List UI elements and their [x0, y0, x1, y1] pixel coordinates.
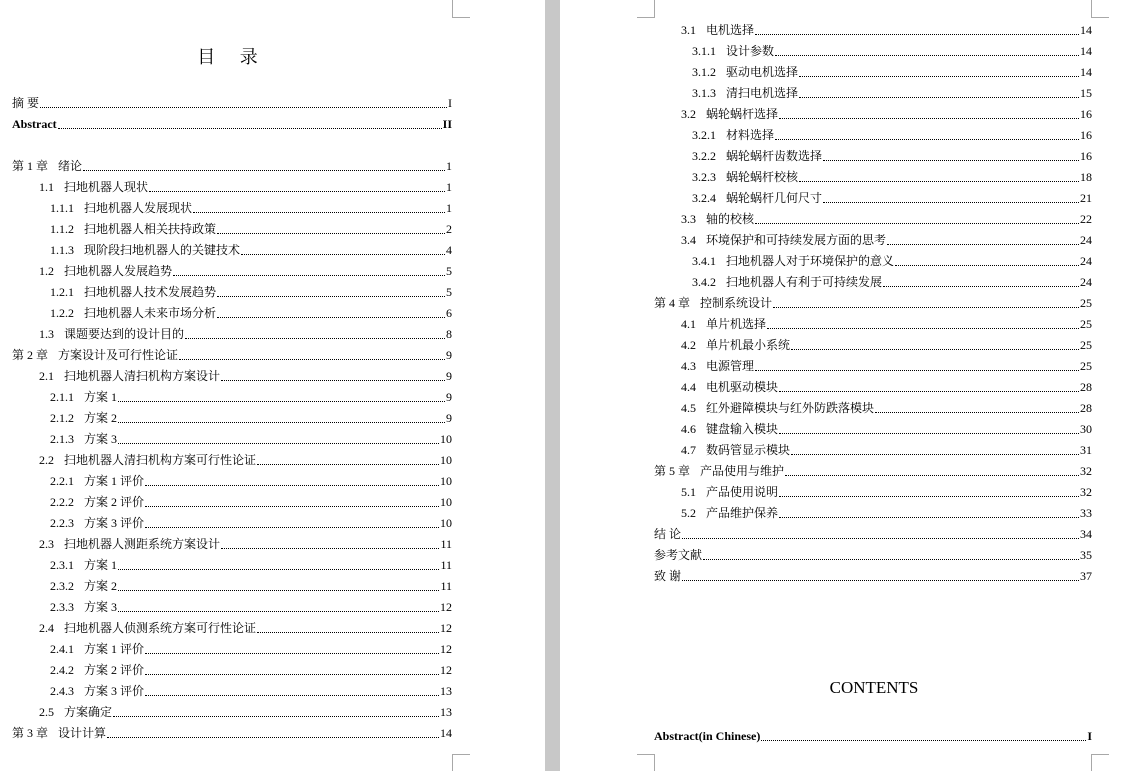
toc-entry-number: 3.4 [681, 233, 696, 247]
dot-leader [761, 740, 1086, 741]
toc-entry-number: 4.1 [681, 317, 696, 331]
toc-entry-page: 9 [446, 369, 452, 383]
toc-entry-label: 蜗轮蜗杆齿数选择 [726, 149, 823, 163]
toc-entry[interactable] [692, 189, 1092, 207]
toc-entry-number: 1.2.1 [50, 285, 74, 299]
toc-entry-number: 1.1.1 [50, 201, 74, 215]
toc-entry-number: 第 1 章 [12, 159, 49, 173]
toc-entry-page: 18 [1080, 170, 1092, 184]
toc-entry-label: 方案 2 [84, 411, 118, 425]
toc-entry-number: 3.1 [681, 23, 696, 37]
toc-entry[interactable] [654, 567, 1092, 585]
toc-entry-page: 11 [440, 579, 452, 593]
toc-entry-page: 12 [440, 621, 452, 635]
toc-entry-page: 11 [440, 558, 452, 572]
toc-entry-page: 30 [1080, 422, 1092, 436]
toc-entry-number: 3.2.2 [692, 149, 716, 163]
toc-entry-label: 方案 1 评价 [84, 642, 145, 656]
toc-entry-number: 2.1.2 [50, 411, 74, 425]
toc-entry-label: 方案 2 [84, 579, 118, 593]
dot-leader [823, 202, 1079, 203]
toc-entry-number: 2.4.2 [50, 663, 74, 677]
toc-entry-number: 3.2.1 [692, 128, 716, 142]
toc-entry-label: 红外避障模块与红外防跌落模块 [706, 401, 875, 415]
toc-entry-number: 1.2.2 [50, 306, 74, 320]
toc-entry-page: 6 [446, 306, 452, 320]
toc-entry[interactable] [50, 199, 452, 217]
toc-entry[interactable] [50, 283, 452, 301]
toc-entry-page: 31 [1080, 443, 1092, 457]
toc-entry[interactable] [692, 147, 1092, 165]
toc-entry-page: 24 [1080, 233, 1092, 247]
toc-entry-label: 环境保护和可持续发展方面的思考 [706, 233, 887, 247]
toc-entry-page: 22 [1080, 212, 1092, 226]
toc-entry[interactable] [50, 661, 452, 679]
dot-leader [221, 548, 439, 549]
toc-entry-label: 方案 3 评价 [84, 516, 145, 530]
dot-leader [221, 380, 445, 381]
toc-entry[interactable] [692, 273, 1092, 291]
dot-leader [40, 107, 447, 108]
dot-leader [173, 275, 445, 276]
toc-entry-number: 2.4.3 [50, 684, 74, 698]
toc-entry-label: 蜗轮蜗杆几何尺寸 [726, 191, 823, 205]
dot-leader [791, 349, 1079, 350]
toc-entry-label: 电源管理 [706, 359, 755, 373]
toc-entry-number: 2.4 [39, 621, 54, 635]
toc-entry-number: 2.1.1 [50, 390, 74, 404]
dot-leader [83, 170, 445, 171]
dot-leader [775, 55, 1079, 56]
dot-leader [118, 422, 445, 423]
dot-leader [785, 475, 1079, 476]
dot-leader [791, 454, 1079, 455]
toc-entry[interactable] [681, 483, 1092, 501]
dot-leader [767, 328, 1079, 329]
toc-entry-label: 产品维护保养 [706, 506, 779, 520]
toc-entry-label: 方案 1 评价 [84, 474, 145, 488]
toc-entry[interactable] [681, 420, 1092, 438]
toc-entry-page: 1 [446, 159, 452, 173]
toc-entry-label: 方案 1 [84, 558, 118, 572]
toc-entry-label: 驱动电机选择 [726, 65, 799, 79]
toc-entry-page: 10 [440, 432, 452, 446]
dot-leader [895, 265, 1079, 266]
toc-entry[interactable] [692, 126, 1092, 144]
toc-entry-number: 4.4 [681, 380, 696, 394]
toc-entry-number: 3.3 [681, 212, 696, 226]
toc-entry[interactable] [681, 210, 1092, 228]
toc-entry[interactable] [39, 178, 452, 196]
dot-leader [118, 401, 445, 402]
toc-entry-label: 参考文献 [654, 548, 703, 562]
toc-entry-number: 2.3.1 [50, 558, 74, 572]
toc-entry-label: 蜗轮蜗杆选择 [706, 107, 779, 121]
crop-mark-top-left [637, 0, 655, 18]
toc-entry-page: 10 [440, 474, 452, 488]
toc-entry-page: 5 [446, 285, 452, 299]
toc-entry[interactable] [692, 42, 1092, 60]
toc-entry[interactable] [681, 231, 1092, 249]
toc-entry-page: 28 [1080, 380, 1092, 394]
toc-entry-label: 扫地机器人现状 [64, 180, 149, 194]
toc-entry[interactable] [12, 724, 452, 742]
toc-entry-number: 1.2 [39, 264, 54, 278]
dot-leader [107, 737, 439, 738]
toc-entry-page: 25 [1080, 296, 1092, 310]
toc-entry-label: 方案 3 [84, 600, 118, 614]
toc-entry[interactable] [681, 378, 1092, 396]
dot-leader [682, 538, 1079, 539]
toc-entry-page: 8 [446, 327, 452, 341]
toc-entry-label: 扫地机器人清扫机构方案可行性论证 [64, 453, 257, 467]
crop-mark-bottom-right [452, 754, 470, 771]
dot-leader [887, 244, 1079, 245]
toc-entry-number: 3.1.1 [692, 44, 716, 58]
toc-entry-number: 4.6 [681, 422, 696, 436]
toc-entry[interactable] [50, 514, 452, 532]
toc-entry-page: 15 [1080, 86, 1092, 100]
toc-entry-label: 方案确定 [64, 705, 113, 719]
toc-entry-page: 4 [446, 243, 452, 257]
toc-entry-label: 方案 2 评价 [84, 663, 145, 677]
toc-entry-label: 键盘输入模块 [706, 422, 779, 436]
toc-entry[interactable] [50, 598, 452, 616]
toc-entry-number: 3.2.3 [692, 170, 716, 184]
toc-entry-label: 控制系统设计 [700, 296, 773, 310]
toc-entry-number: 1.3 [39, 327, 54, 341]
dot-leader [217, 317, 445, 318]
toc-entry-page: 35 [1080, 548, 1092, 562]
toc-entry-page: I [448, 96, 452, 110]
toc-entry-number: 2.1.3 [50, 432, 74, 446]
toc-entry-page: 14 [1080, 23, 1092, 37]
dot-leader [145, 674, 439, 675]
toc-entry-number: 2.5 [39, 705, 54, 719]
crop-mark-bottom-left [637, 754, 655, 771]
toc-entry[interactable] [50, 409, 452, 427]
toc-entry[interactable] [654, 525, 1092, 543]
toc-entry-label: 扫地机器人相关扶持政策 [84, 222, 217, 236]
toc-entry-label: 摘 要 [12, 96, 40, 110]
toc-entry[interactable] [12, 346, 452, 364]
toc-entry-page: 14 [440, 726, 452, 740]
toc-entry-number: 4.5 [681, 401, 696, 415]
toc-entry-label: 现阶段扫地机器人的关键技术 [84, 243, 241, 257]
dot-leader [145, 695, 439, 696]
toc-entry[interactable] [50, 430, 452, 448]
toc-entry-number: 5.1 [681, 485, 696, 499]
toc-entry[interactable] [39, 535, 452, 553]
dot-leader [179, 359, 445, 360]
toc-entry-page: 24 [1080, 275, 1092, 289]
toc-entry-label: 清扫电机选择 [726, 86, 799, 100]
toc-entry-page: 1 [446, 180, 452, 194]
dot-leader [779, 496, 1079, 497]
toc-entry[interactable] [692, 168, 1092, 186]
dot-leader [241, 254, 445, 255]
toc-entry-number: 第 2 章 [12, 348, 49, 362]
toc-entry-page: 34 [1080, 527, 1092, 541]
dot-leader [118, 443, 439, 444]
toc-entry-page: 37 [1080, 569, 1092, 583]
toc-entry-number: 2.4.1 [50, 642, 74, 656]
toc-entry-label: 电机选择 [706, 23, 755, 37]
toc-entry-number: 2.2.2 [50, 495, 74, 509]
dot-leader [779, 517, 1079, 518]
toc-entry-number: 3.4.2 [692, 275, 716, 289]
dot-leader [145, 506, 439, 507]
toc-entry-label: 扫地机器人清扫机构方案设计 [64, 369, 221, 383]
dot-leader [118, 611, 439, 612]
toc-entry-label: 蜗轮蜗杆校核 [726, 170, 799, 184]
contents-title: CONTENTS [829, 678, 919, 697]
toc-entry-page: 16 [1080, 107, 1092, 121]
dot-leader [875, 412, 1079, 413]
dot-leader [682, 580, 1079, 581]
toc-entry-page: 5 [446, 264, 452, 278]
toc-entry-label: 方案设计及可行性论证 [58, 348, 179, 362]
toc-entry-page: 25 [1080, 317, 1092, 331]
toc-entry-page: 10 [440, 495, 452, 509]
toc-entry-page: 11 [440, 537, 452, 551]
toc-entry-page: 33 [1080, 506, 1092, 520]
toc-entry-label: 扫地机器人发展现状 [84, 201, 193, 215]
toc-entry-label: 课题要达到的设计目的 [64, 327, 185, 341]
toc-title: 目 录 [197, 47, 268, 67]
toc-entry-label: 扫地机器人未来市场分析 [84, 306, 217, 320]
toc-entry-label: 绪论 [58, 159, 83, 173]
toc-entry[interactable] [50, 577, 452, 595]
toc-entry[interactable] [50, 220, 452, 238]
toc-entry-label: Abstract [12, 117, 57, 131]
toc-entry-label: 产品使用说明 [706, 485, 779, 499]
dot-leader [118, 590, 439, 591]
dot-leader [755, 34, 1079, 35]
toc-entry[interactable] [681, 336, 1092, 354]
dot-leader [58, 128, 442, 129]
toc-entry-page: 13 [440, 705, 452, 719]
page-gutter [545, 0, 560, 771]
toc-entry[interactable] [50, 472, 452, 490]
toc-entry-number: 1.1 [39, 180, 54, 194]
toc-entry[interactable] [50, 640, 452, 658]
toc-entry-number: 3.4.1 [692, 254, 716, 268]
toc-entry[interactable] [50, 556, 452, 574]
toc-entry-number: 3.1.2 [692, 65, 716, 79]
toc-entry-number: 2.3.3 [50, 600, 74, 614]
toc-entry-page: 16 [1080, 149, 1092, 163]
toc-entry-number: 4.3 [681, 359, 696, 373]
toc-entry-label: 方案 1 [84, 390, 118, 404]
toc-entry[interactable] [39, 703, 452, 721]
toc-entry-number: 3.2.4 [692, 191, 716, 205]
dot-leader [823, 160, 1079, 161]
toc-entry-number: 2.3 [39, 537, 54, 551]
toc-entry-label: 数码管显示模块 [706, 443, 791, 457]
toc-entry[interactable] [50, 388, 452, 406]
toc-entry-number: 2.2.1 [50, 474, 74, 488]
toc-entry-number: 5.2 [681, 506, 696, 520]
toc-entry-page: 28 [1080, 401, 1092, 415]
toc-entry-page: 14 [1080, 44, 1092, 58]
dot-leader [883, 286, 1079, 287]
toc-entry[interactable] [50, 682, 452, 700]
toc-entry-label: 扫地机器人发展趋势 [64, 264, 173, 278]
toc-entry-label: 设计参数 [726, 44, 775, 58]
dot-leader [755, 223, 1079, 224]
toc-entry-page: 32 [1080, 464, 1092, 478]
toc-entry-label: 扫地机器人侦测系统方案可行性论证 [64, 621, 257, 635]
toc-entry[interactable] [654, 462, 1092, 480]
dot-leader [149, 191, 445, 192]
dot-leader [799, 97, 1079, 98]
toc-entry-page: I [1087, 729, 1092, 743]
dot-leader [193, 212, 445, 213]
toc-entry-number: 2.2.3 [50, 516, 74, 530]
toc-entry-page: 25 [1080, 338, 1092, 352]
toc-entry-page: II [442, 117, 452, 131]
toc-entry-label: 材料选择 [726, 128, 775, 142]
toc-entry-page: 24 [1080, 254, 1092, 268]
toc-entry-label: 产品使用与维护 [700, 464, 785, 478]
toc-entry-page: 2 [446, 222, 452, 236]
toc-entry[interactable] [681, 399, 1092, 417]
dot-leader [799, 181, 1079, 182]
toc-entry[interactable] [39, 451, 452, 469]
dot-leader [185, 338, 445, 339]
dot-leader [779, 433, 1079, 434]
toc-entry-number: 第 4 章 [654, 296, 691, 310]
toc-entry-label: Abstract(in Chinese) [654, 729, 761, 743]
toc-entry-page: 14 [1080, 65, 1092, 79]
dot-leader [775, 139, 1079, 140]
dot-leader [145, 527, 439, 528]
dot-leader [257, 632, 439, 633]
toc-entry[interactable] [39, 262, 452, 280]
toc-entry[interactable] [692, 252, 1092, 270]
toc-entry-number: 1.1.2 [50, 222, 74, 236]
crop-mark-bottom-right [1091, 754, 1109, 771]
toc-entry-label: 方案 3 [84, 432, 118, 446]
toc-entry[interactable] [50, 241, 452, 259]
toc-entry-number: 第 3 章 [12, 726, 49, 740]
toc-entry-label: 扫地机器人对于环境保护的意义 [726, 254, 895, 268]
dot-leader [779, 118, 1079, 119]
toc-entry-label: 设计计算 [58, 726, 107, 740]
dot-leader [703, 559, 1079, 560]
toc-entry-page: 25 [1080, 359, 1092, 373]
toc-entry[interactable] [12, 157, 452, 175]
toc-entry-number: 4.2 [681, 338, 696, 352]
crop-mark-top-right [452, 0, 470, 18]
dot-leader [257, 464, 439, 465]
toc-entry-label: 扫地机器人技术发展趋势 [84, 285, 217, 299]
dot-leader [217, 233, 445, 234]
toc-entry[interactable] [39, 619, 452, 637]
toc-entry-page: 10 [440, 516, 452, 530]
toc-entry-label: 扫地机器人有利于可持续发展 [726, 275, 883, 289]
toc-entry-number: 1.1.3 [50, 243, 74, 257]
toc-entry[interactable] [12, 94, 452, 112]
toc-entry-label: 方案 2 评价 [84, 495, 145, 509]
toc-entry-number: 3.2 [681, 107, 696, 121]
toc-entry[interactable] [654, 294, 1092, 312]
toc-entry[interactable] [692, 63, 1092, 81]
toc-entry-page: 13 [440, 684, 452, 698]
dot-leader [113, 716, 439, 717]
toc-entry[interactable] [681, 315, 1092, 333]
toc-entry-label: 单片机最小系统 [706, 338, 791, 352]
toc-entry-page: 9 [446, 390, 452, 404]
dot-leader [217, 296, 445, 297]
toc-entry[interactable] [50, 304, 452, 322]
toc-entry-number: 4.7 [681, 443, 696, 457]
toc-entry[interactable] [12, 115, 452, 133]
crop-mark-top-right [1091, 0, 1109, 18]
dot-leader [799, 76, 1079, 77]
dot-leader [145, 653, 439, 654]
toc-entry-number: 2.2 [39, 453, 54, 467]
toc-entry[interactable] [681, 105, 1092, 123]
toc-entry[interactable] [681, 504, 1092, 522]
toc-entry-page: 9 [446, 411, 452, 425]
toc-entry-label: 单片机选择 [706, 317, 767, 331]
toc-entry-number: 2.1 [39, 369, 54, 383]
toc-entry-page: 16 [1080, 128, 1092, 142]
dot-leader [779, 391, 1079, 392]
toc-entry[interactable] [654, 546, 1092, 564]
toc-entry[interactable] [39, 367, 452, 385]
toc-entry-label: 扫地机器人测距系统方案设计 [64, 537, 221, 551]
dot-leader [145, 485, 439, 486]
toc-entry-page: 21 [1080, 191, 1092, 205]
dot-leader [118, 569, 439, 570]
dot-leader [773, 307, 1079, 308]
left-page [0, 0, 545, 771]
right-page [560, 0, 1131, 771]
toc-entry-page: 12 [440, 600, 452, 614]
toc-entry[interactable] [692, 84, 1092, 102]
toc-entry-page: 32 [1080, 485, 1092, 499]
toc-entry-page: 1 [446, 201, 452, 215]
dot-leader [755, 370, 1079, 371]
toc-entry[interactable] [681, 441, 1092, 459]
toc-entry-label: 结 论 [654, 527, 682, 541]
toc-entry[interactable] [654, 727, 1092, 745]
toc-entry-number: 第 5 章 [654, 464, 691, 478]
toc-entry-label: 方案 3 评价 [84, 684, 145, 698]
toc-entry-number: 3.1.3 [692, 86, 716, 100]
toc-entry[interactable] [681, 21, 1092, 39]
toc-entry-label: 致 谢 [654, 569, 682, 583]
toc-entry[interactable] [681, 357, 1092, 375]
toc-entry-label: 电机驱动模块 [706, 380, 779, 394]
toc-entry-page: 10 [440, 453, 452, 467]
toc-entry-number: 2.3.2 [50, 579, 74, 593]
toc-entry-page: 12 [440, 663, 452, 677]
toc-entry-page: 9 [446, 348, 452, 362]
toc-entry-label: 轴的校核 [706, 212, 755, 226]
toc-entry-page: 12 [440, 642, 452, 656]
toc-entry[interactable] [50, 493, 452, 511]
toc-entry[interactable] [39, 325, 452, 343]
